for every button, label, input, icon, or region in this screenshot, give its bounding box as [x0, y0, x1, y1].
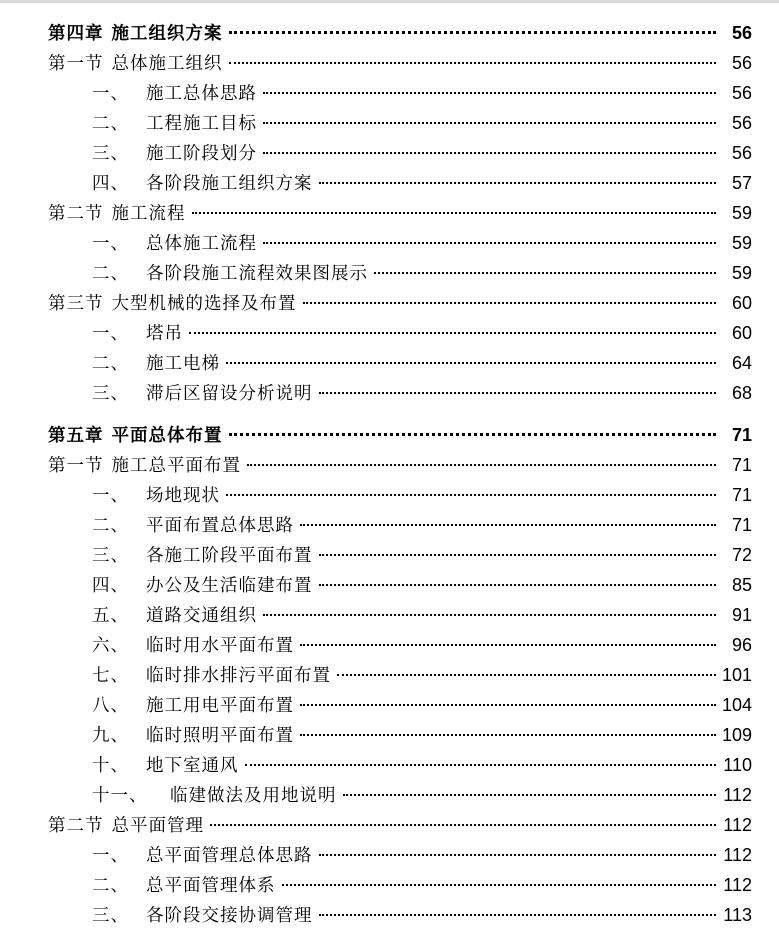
item-title: 各阶段施工组织方案: [146, 174, 313, 194]
chapter-title: 平面总体布置: [111, 426, 223, 446]
item-title: 临建做法及用地说明: [170, 786, 337, 806]
item-title: 临时用水平面布置: [146, 636, 294, 656]
dot-leader: [263, 122, 716, 124]
toc-item[interactable]: [48, 108, 752, 138]
item-number: 六、: [92, 636, 129, 656]
page-number: 68: [731, 383, 752, 403]
item-number: 三、: [92, 384, 129, 404]
page-number: 96: [731, 635, 752, 655]
item-number: 二、: [92, 516, 129, 536]
dot-leader: [319, 392, 717, 394]
dot-leader: [374, 272, 716, 274]
item-title: 总体施工流程: [146, 234, 257, 254]
item-number: 一、: [92, 486, 129, 506]
dot-leader: [226, 362, 716, 364]
item-title: 各施工阶段平面布置: [146, 546, 313, 566]
dot-leader: [319, 584, 717, 586]
toc-section-heading[interactable]: [48, 198, 752, 228]
dot-leader: [319, 914, 717, 916]
toc-item[interactable]: [48, 138, 752, 168]
item-number: 三、: [92, 546, 129, 566]
page-number: 60: [731, 293, 752, 313]
item-number: 二、: [92, 114, 129, 134]
dot-leader: [247, 464, 716, 466]
page-number: 112: [723, 845, 752, 865]
toc-item[interactable]: [48, 228, 752, 258]
page-number: 64: [731, 353, 752, 373]
toc-section-heading[interactable]: [48, 810, 752, 840]
item-title: 施工用电平面布置: [146, 696, 294, 716]
toc-chapter-heading[interactable]: [48, 18, 752, 48]
section-label: 第一节: [48, 456, 104, 476]
item-title: 临时照明平面布置: [146, 726, 294, 746]
item-number: 一、: [92, 324, 129, 344]
page-number: 56: [731, 143, 752, 163]
toc-section-heading[interactable]: [48, 288, 752, 318]
item-number: 五、: [92, 606, 129, 626]
toc-item[interactable]: [48, 78, 752, 108]
toc-item[interactable]: [48, 168, 752, 198]
dot-leader: [245, 764, 717, 766]
toc-item[interactable]: [48, 510, 752, 540]
item-number: 二、: [92, 264, 129, 284]
page-number: 57: [731, 173, 752, 193]
page-number: 112: [723, 875, 752, 895]
page-number: 71: [731, 515, 752, 535]
page-number: 72: [731, 545, 752, 565]
toc-item[interactable]: [48, 540, 752, 570]
toc-item[interactable]: [48, 258, 752, 288]
toc-item[interactable]: [48, 870, 752, 900]
toc-chapter-4: [48, 18, 752, 408]
toc-item[interactable]: [48, 660, 752, 690]
toc-chapter-5: [48, 420, 752, 930]
toc-item[interactable]: [48, 840, 752, 870]
toc-item[interactable]: [48, 900, 752, 930]
section-label: 第二节: [48, 816, 104, 836]
dot-leader: [229, 433, 717, 436]
item-title: 各阶段施工流程效果图展示: [146, 264, 368, 284]
toc-item[interactable]: [48, 780, 752, 810]
page-number: 104: [721, 695, 752, 715]
page-number: 60: [731, 323, 752, 343]
toc-item[interactable]: [48, 600, 752, 630]
item-title: 道路交通组织: [146, 606, 257, 626]
item-number: 九、: [92, 726, 129, 746]
item-title: 各阶段交接协调管理: [146, 906, 313, 926]
section-title: 施工总平面布置: [111, 456, 241, 476]
toc-item[interactable]: [48, 720, 752, 750]
page-number: 91: [731, 605, 752, 625]
page-number: 71: [731, 485, 752, 505]
item-title: 地下室通风: [146, 756, 239, 776]
page-number: 112: [723, 785, 752, 805]
dot-leader: [192, 212, 717, 214]
dot-leader: [319, 554, 717, 556]
item-title: 场地现状: [146, 486, 220, 506]
dot-leader: [263, 614, 716, 616]
toc-chapter-heading[interactable]: [48, 420, 752, 450]
page-number: 59: [731, 203, 752, 223]
section-title: 大型机械的选择及布置: [111, 294, 297, 314]
item-number: 一、: [92, 84, 129, 104]
chapter-label: 第四章: [48, 24, 104, 44]
dot-leader: [229, 62, 717, 64]
item-title: 塔吊: [146, 324, 183, 344]
dot-leader: [303, 302, 717, 304]
page-number: 71: [731, 425, 752, 445]
page-number: 59: [731, 263, 752, 283]
toc-item[interactable]: [48, 690, 752, 720]
toc-item[interactable]: [48, 570, 752, 600]
toc-section-heading[interactable]: [48, 48, 752, 78]
section-label: 第二节: [48, 204, 104, 224]
toc-item[interactable]: [48, 750, 752, 780]
toc-section-heading[interactable]: [48, 450, 752, 480]
item-title: 工程施工目标: [146, 114, 257, 134]
dot-leader: [337, 674, 716, 676]
dot-leader: [343, 794, 717, 796]
toc-item[interactable]: [48, 378, 752, 408]
chapter-title: 施工组织方案: [111, 24, 223, 44]
item-number: 三、: [92, 906, 129, 926]
toc-item[interactable]: [48, 348, 752, 378]
dot-leader: [282, 884, 717, 886]
item-title: 平面布置总体思路: [146, 516, 294, 536]
dot-leader: [300, 704, 716, 706]
item-number: 十一、: [92, 786, 148, 806]
dot-leader: [319, 182, 717, 184]
dot-leader: [300, 524, 716, 526]
dot-leader: [210, 824, 716, 826]
item-number: 一、: [92, 234, 129, 254]
toc-item[interactable]: [48, 480, 752, 510]
dot-leader: [263, 242, 716, 244]
item-title: 施工总体思路: [146, 84, 257, 104]
table-of-contents: [48, 18, 752, 930]
page-number: 101: [721, 665, 752, 685]
dot-leader: [319, 854, 717, 856]
dot-leader: [229, 31, 717, 34]
top-border: [0, 0, 779, 3]
item-number: 二、: [92, 876, 129, 896]
toc-item[interactable]: [48, 630, 752, 660]
page-number: 112: [723, 815, 752, 835]
dot-leader: [226, 494, 716, 496]
page-number: 113: [723, 905, 752, 925]
page-number: 59: [731, 233, 752, 253]
dot-leader: [263, 152, 716, 154]
section-title: 总平面管理: [111, 816, 204, 836]
item-title: 临时排水排污平面布置: [146, 666, 331, 686]
section-title: 总体施工组织: [111, 54, 223, 74]
dot-leader: [189, 332, 716, 334]
item-number: 四、: [92, 174, 129, 194]
item-number: 四、: [92, 576, 129, 596]
item-number: 八、: [92, 696, 129, 716]
item-number: 一、: [92, 846, 129, 866]
page-number: 56: [731, 23, 752, 43]
item-number: 三、: [92, 144, 129, 164]
page-number: 110: [723, 755, 752, 775]
item-title: 施工阶段划分: [146, 144, 257, 164]
dot-leader: [263, 92, 716, 94]
page-number: 109: [721, 725, 752, 745]
dot-leader: [300, 734, 716, 736]
item-title: 总平面管理体系: [146, 876, 276, 896]
page-number: 56: [731, 113, 752, 133]
item-title: 办公及生活临建布置: [146, 576, 313, 596]
dot-leader: [300, 644, 716, 646]
toc-item[interactable]: [48, 318, 752, 348]
item-title: 施工电梯: [146, 354, 220, 374]
item-title: 总平面管理总体思路: [146, 846, 313, 866]
page-number: 71: [731, 455, 752, 475]
section-label: 第一节: [48, 54, 104, 74]
section-label: 第三节: [48, 294, 104, 314]
section-title: 施工流程: [111, 204, 186, 224]
item-number: 二、: [92, 354, 129, 374]
page-number: 56: [731, 53, 752, 73]
page-number: 85: [731, 575, 752, 595]
item-number: 七、: [92, 666, 129, 686]
item-number: 十、: [92, 756, 129, 776]
page-number: 56: [731, 83, 752, 103]
chapter-label: 第五章: [48, 426, 104, 446]
item-title: 滞后区留设分析说明: [146, 384, 313, 404]
